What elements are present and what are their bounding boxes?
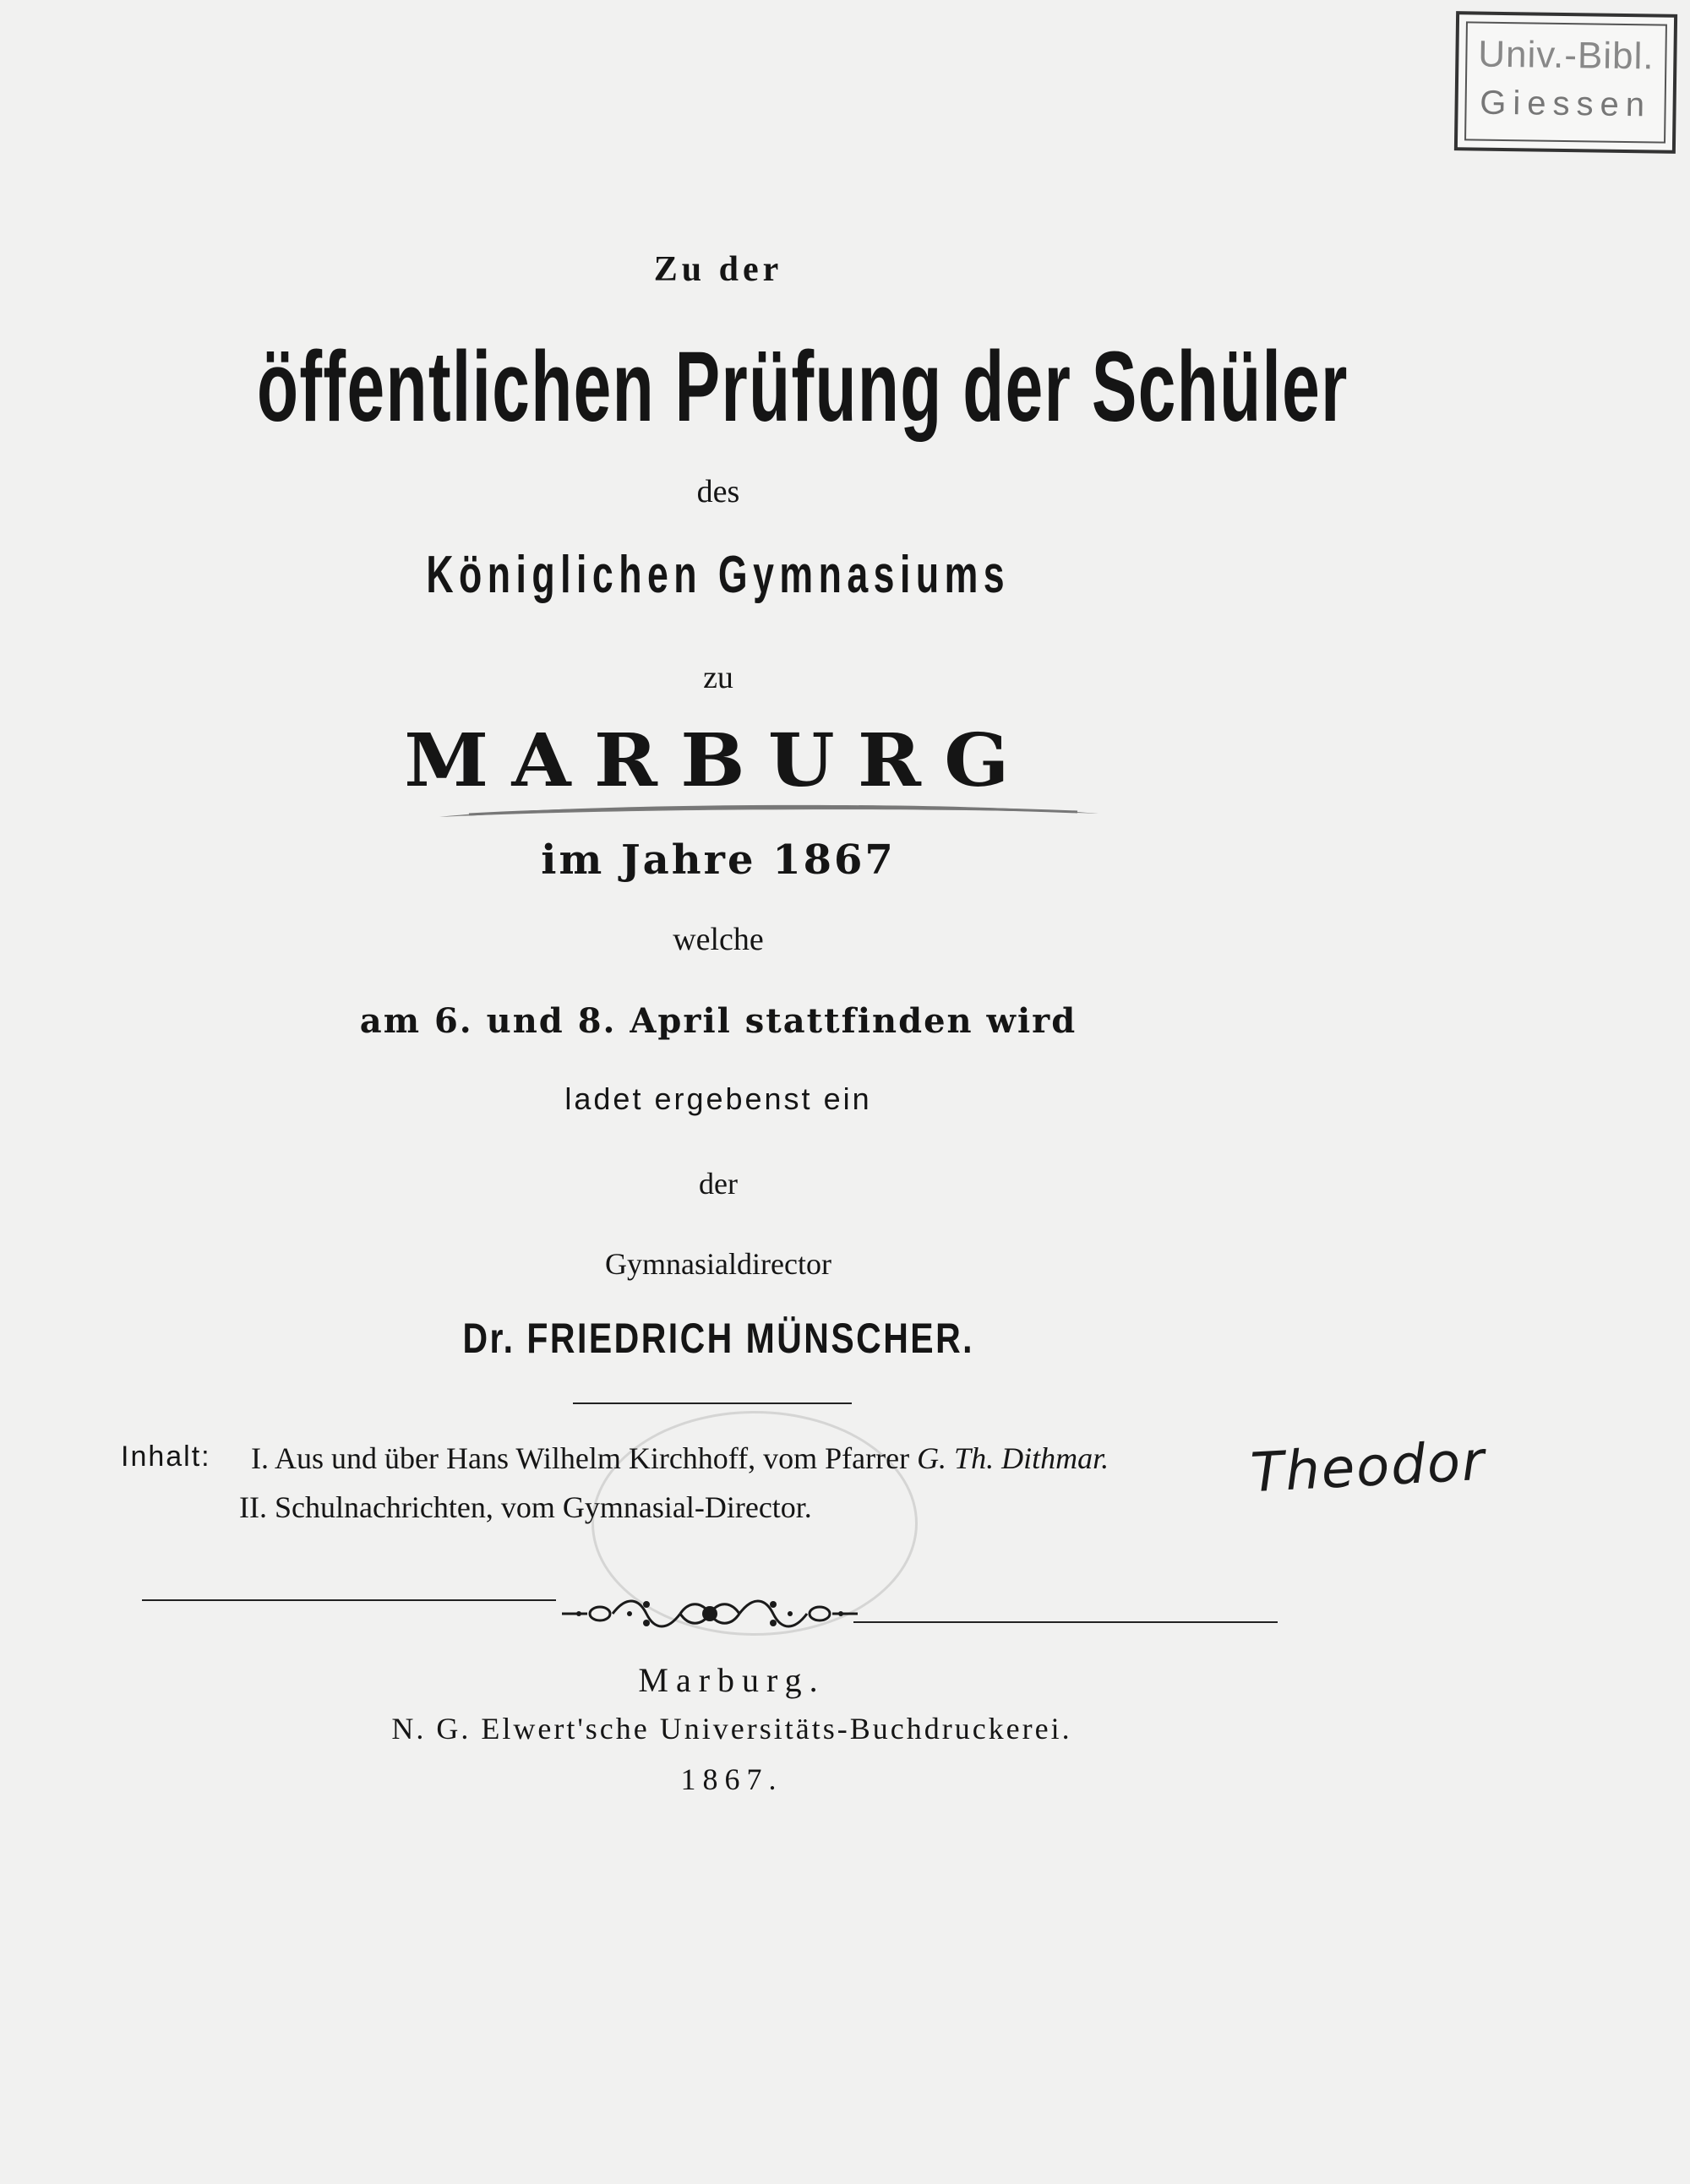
library-stamp bbox=[1454, 11, 1677, 154]
city-name bbox=[0, 718, 1436, 803]
decorative-swash-rule bbox=[435, 798, 1103, 824]
heading-zu: zu bbox=[703, 660, 733, 695]
imprint-year: 1867. bbox=[680, 1762, 783, 1796]
gymnasium-name-text: Königlichen Gymnasiums bbox=[426, 546, 1011, 604]
contents-label: Inhalt: bbox=[121, 1441, 211, 1473]
director-name-text: Dr. FRIEDRICH MÜNSCHER. bbox=[462, 1315, 974, 1362]
heading-zu-der: Zu der bbox=[653, 250, 783, 289]
contents-item-1-text: I. Aus und über Hans Wilhelm Kirchhoff, vom Pfarrer bbox=[251, 1441, 910, 1475]
library-stamp-line1: Univ.-Bibl. bbox=[1477, 33, 1655, 78]
ornament-rule-right bbox=[853, 1621, 1278, 1623]
decorative-ornament bbox=[553, 1593, 866, 1635]
city-name-text: MARBURG bbox=[404, 718, 1033, 803]
heading-des: des bbox=[696, 474, 740, 509]
director-title: Gymnasialdirector bbox=[605, 1247, 831, 1281]
ornament-rule-left bbox=[142, 1599, 556, 1601]
library-stamp-line2: Giessen bbox=[1479, 84, 1652, 124]
heading-welche: welche bbox=[673, 922, 764, 957]
main-title bbox=[0, 330, 1436, 444]
gymnasium-name bbox=[0, 545, 1436, 605]
contents-item-1 bbox=[251, 1441, 1109, 1476]
year-line: im Jahre 1867 bbox=[541, 836, 896, 884]
handwritten-annotation: Theodor bbox=[1249, 1430, 1488, 1506]
exam-dates: am 6. und 8. April stattfinden wird bbox=[359, 1001, 1077, 1041]
heading-der: der bbox=[699, 1167, 738, 1201]
invitation-line: ladet ergebenst ein bbox=[564, 1081, 872, 1116]
divider-short bbox=[573, 1402, 852, 1404]
contents-item-2: II. Schulnachrichten, vom Gymnasial-Director. bbox=[239, 1490, 812, 1524]
imprint-printer: N. G. Elwert'sche Universitäts-Buchdruckerei. bbox=[391, 1712, 1072, 1746]
director-name bbox=[0, 1314, 1436, 1363]
main-title-text: öffentlichen Prüfung der Schüler bbox=[256, 331, 1349, 443]
imprint-city: Marburg. bbox=[638, 1661, 826, 1699]
contents-item-1-author: G. Th. Dithmar. bbox=[917, 1441, 1109, 1475]
